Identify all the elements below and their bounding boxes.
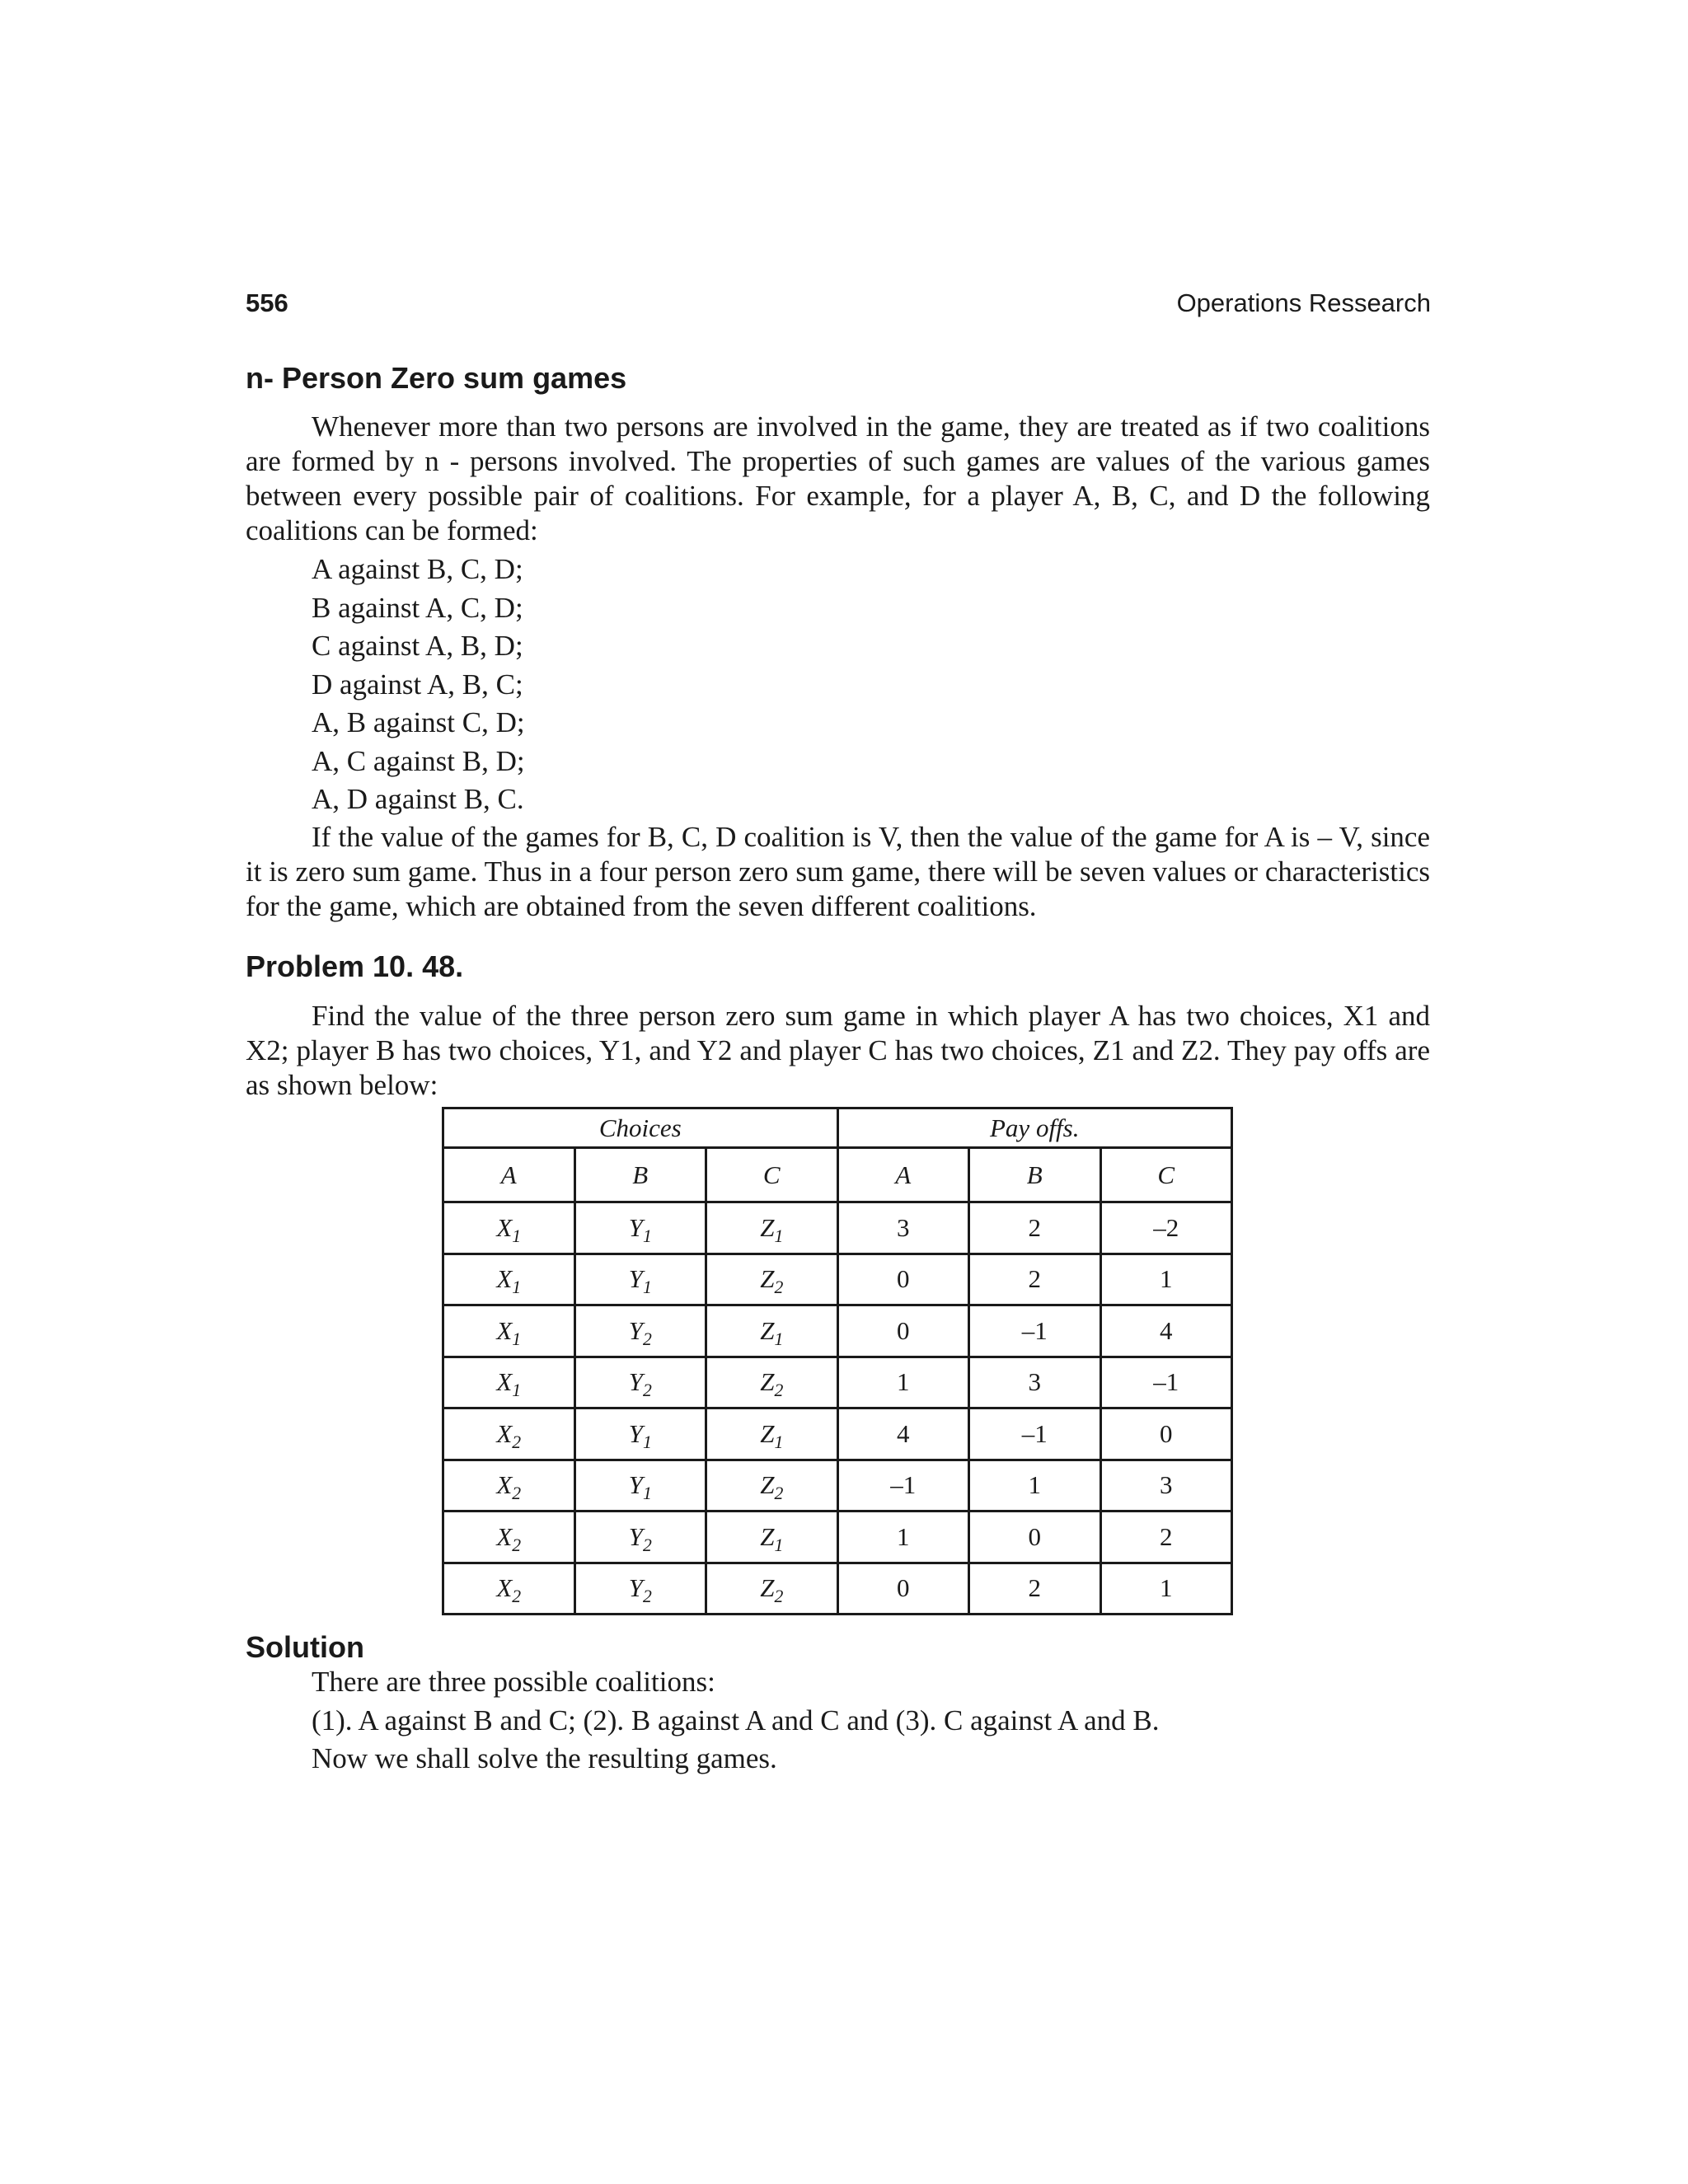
payoff-cell: –1 (969, 1305, 1101, 1357)
payoff-cell: 1 (1100, 1254, 1232, 1305)
choice-cell: $Z_1$ (706, 1511, 838, 1563)
payoff-cell: 0 (837, 1305, 969, 1357)
payoff-cell: 3 (837, 1202, 969, 1254)
choices-header: Choices (443, 1108, 838, 1148)
payoff-cell: 1 (1100, 1563, 1232, 1615)
choice-cell: $X_2$ (443, 1563, 575, 1615)
payoff-table (442, 1107, 1233, 1615)
choice-cell: $Z_2$ (706, 1254, 838, 1305)
choice-cell: $Y_2$ (574, 1305, 706, 1357)
choice-cell: $Y_2$ (574, 1357, 706, 1408)
table-row (443, 1511, 1232, 1563)
payoff-cell: 2 (969, 1563, 1101, 1615)
section-heading: n- Person Zero sum games (246, 361, 627, 395)
table-row (443, 1305, 1232, 1357)
coalition-item: B against A, C, D; (312, 591, 523, 624)
payoff-cell: –2 (1100, 1202, 1232, 1254)
problem-heading: Problem 10. 48. (246, 949, 464, 983)
page-number: 556 (246, 288, 288, 317)
column-header: A (837, 1148, 969, 1202)
problem-statement: Find the value of the three person zero sum game in which player A has two choices, X1 and X2; player B has two choices, Y1, and Y2 and player C has two choices, Z1 and Z2. They pay offs are as shown below: (246, 1000, 1430, 1101)
payoff-cell: 2 (969, 1254, 1101, 1305)
payoffs-header: Pay offs. (837, 1108, 1232, 1148)
coalition-item: A against B, C, D; (312, 553, 523, 585)
coalition-item: C against A, B, D; (312, 630, 523, 662)
choice-cell: $Y_2$ (574, 1563, 706, 1615)
column-header: A (443, 1148, 575, 1202)
table-row (443, 1357, 1232, 1408)
payoff-cell: –1 (1100, 1357, 1232, 1408)
choice-cell: $Z_1$ (706, 1408, 838, 1460)
choice-cell: $Z_1$ (706, 1202, 838, 1254)
column-header: B (574, 1148, 706, 1202)
choice-cell: $Z_2$ (706, 1563, 838, 1615)
choice-cell: $X_1$ (443, 1202, 575, 1254)
column-header: B (969, 1148, 1101, 1202)
payoff-cell: –1 (837, 1460, 969, 1511)
table-row (443, 1460, 1232, 1511)
solution-line: There are three possible coalitions: (312, 1666, 715, 1698)
choice-cell: $Y_1$ (574, 1460, 706, 1511)
choice-cell: $X_1$ (443, 1254, 575, 1305)
running-title: Operations Ressearch (1176, 288, 1431, 317)
column-header: C (1100, 1148, 1232, 1202)
payoff-cell: 4 (1100, 1305, 1232, 1357)
table-row (443, 1202, 1232, 1254)
choice-cell: $Z_2$ (706, 1460, 838, 1511)
choice-cell: $X_2$ (443, 1460, 575, 1511)
coalition-item: D against A, B, C; (312, 668, 523, 701)
payoff-cell: 3 (1100, 1460, 1232, 1511)
payoff-cell: 3 (969, 1357, 1101, 1408)
choice-cell: $Y_1$ (574, 1408, 706, 1460)
payoff-cell: 0 (1100, 1408, 1232, 1460)
choice-cell: $X_2$ (443, 1408, 575, 1460)
coalition-item: A, D against B, C. (312, 783, 524, 815)
choice-cell: $Y_1$ (574, 1254, 706, 1305)
table-row (443, 1254, 1232, 1305)
intro-paragraph: Whenever more than two persons are involved in the game, they are treated as if two coalitions are formed by n - persons involved. The properties of such games are values of the various games between every possible pair of coalitions. For example, for a player A, B, C, and D the following coalitions can be formed: (246, 410, 1430, 546)
choice-cell: $Z_1$ (706, 1305, 838, 1357)
solution-line: (1). A against B and C; (2). B against A and C and (3). C against A and B. (312, 1704, 1160, 1736)
payoff-cell: –1 (969, 1408, 1101, 1460)
choice-cell: $X_1$ (443, 1305, 575, 1357)
coalition-list (312, 551, 525, 819)
solution-line: Now we shall solve the resulting games. (312, 1742, 777, 1774)
coalition-item: A, B against C, D; (312, 706, 525, 738)
payoff-cell: 1 (837, 1511, 969, 1563)
payoff-cell: 2 (969, 1202, 1101, 1254)
payoff-cell: 1 (969, 1460, 1101, 1511)
payoff-cell: 2 (1100, 1511, 1232, 1563)
coalition-item: A, C against B, D; (312, 744, 525, 777)
conclusion-paragraph: If the value of the games for B, C, D coalition is V, then the value of the game for A is – V, since it is zero sum game. Thus in a four person zero sum game, there will be seven values or characteristics for the game, which are obtained from the seven different coalitions. (246, 821, 1430, 922)
table-row (443, 1563, 1232, 1615)
choice-cell: $Z_2$ (706, 1357, 838, 1408)
choice-cell: $X_1$ (443, 1357, 575, 1408)
choice-cell: $X_2$ (443, 1511, 575, 1563)
payoff-cell: 0 (969, 1511, 1101, 1563)
payoff-cell: 1 (837, 1357, 969, 1408)
solution-heading: Solution (246, 1630, 364, 1664)
table-row (443, 1408, 1232, 1460)
payoff-cell: 0 (837, 1563, 969, 1615)
choice-cell: $Y_1$ (574, 1202, 706, 1254)
choice-cell: $Y_2$ (574, 1511, 706, 1563)
column-header: C (706, 1148, 838, 1202)
payoff-cell: 0 (837, 1254, 969, 1305)
solution-text (312, 1663, 1160, 1779)
payoff-cell: 4 (837, 1408, 969, 1460)
